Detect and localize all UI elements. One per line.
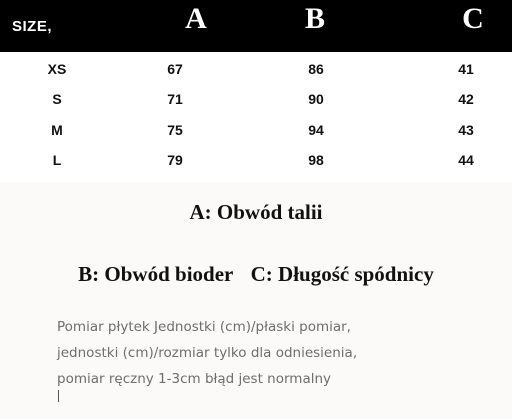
- size-cell: M: [51, 122, 63, 138]
- measurement-note: [57, 314, 457, 392]
- value-a-cell: 67: [167, 61, 183, 77]
- size-table-header: [0, 0, 512, 52]
- text-cursor: [58, 390, 59, 402]
- table-row: [0, 86, 512, 116]
- column-a-header: A: [185, 2, 207, 35]
- table-row: [0, 117, 512, 147]
- value-a-cell: 79: [167, 152, 183, 168]
- column-b-header: B: [304, 2, 326, 35]
- size-table-body: [0, 52, 512, 182]
- legend-b: B: Obwód bioder: [78, 262, 234, 286]
- value-a-cell: 75: [167, 122, 183, 138]
- value-c-cell: 43: [458, 122, 474, 138]
- size-cell: L: [52, 152, 62, 168]
- size-header-label: SIZE,: [12, 18, 53, 35]
- size-cell: S: [52, 91, 62, 107]
- legend-c: C: Długość spódnicy: [250, 262, 434, 286]
- measurement-legend-panel: [0, 182, 512, 419]
- column-c-header: C: [462, 2, 484, 35]
- value-b-cell: 90: [308, 91, 324, 107]
- table-row: [0, 56, 512, 86]
- legend-bc: [0, 262, 512, 287]
- value-b-cell: 86: [308, 61, 324, 77]
- note-line: pomiar ręczny 1-3cm błąd jest normalny: [57, 371, 332, 387]
- value-b-cell: 98: [308, 152, 324, 168]
- value-c-cell: 41: [458, 61, 474, 77]
- legend-a: A: Obwód talii: [189, 200, 323, 224]
- value-b-cell: 94: [308, 122, 324, 138]
- note-line: jednostki (cm)/rozmiar tylko dla odniesienia,: [57, 345, 358, 361]
- value-a-cell: 71: [167, 91, 183, 107]
- value-c-cell: 44: [458, 152, 474, 168]
- value-c-cell: 42: [458, 91, 474, 107]
- table-row: [0, 147, 512, 177]
- size-cell: XS: [47, 61, 67, 77]
- note-line: Pomiar płytek Jednostki (cm)/płaski pomiar,: [57, 319, 351, 335]
